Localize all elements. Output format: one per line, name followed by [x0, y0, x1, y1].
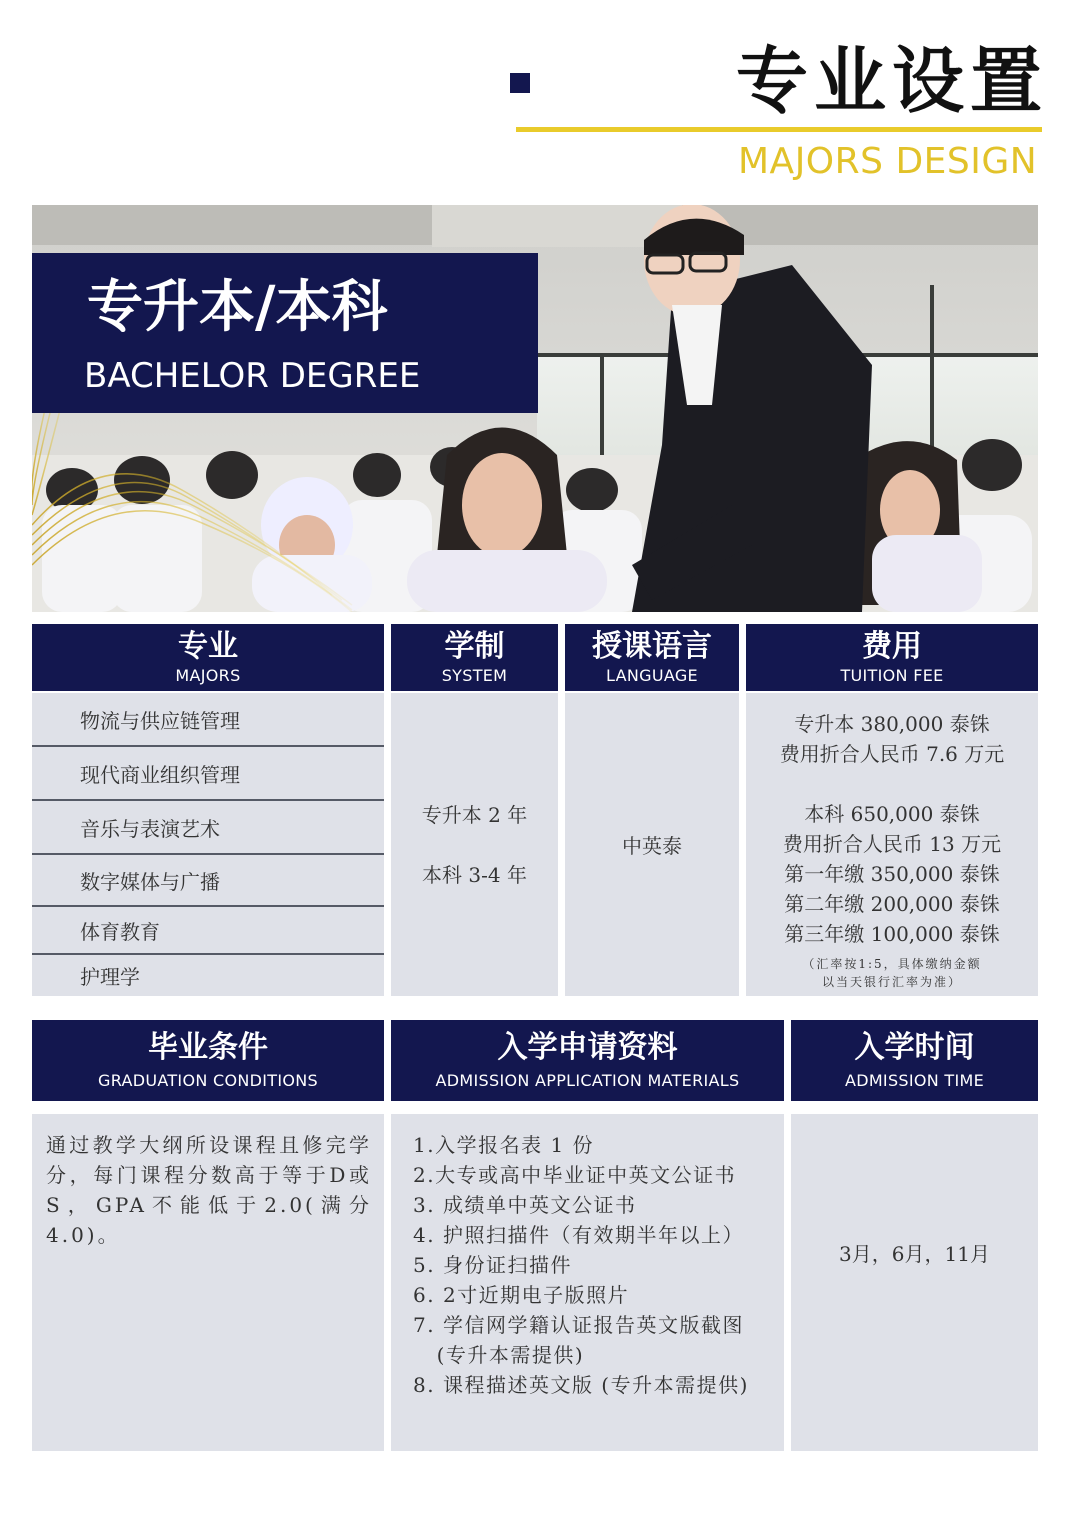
- banner-title-cn: 专升本/本科: [87, 274, 388, 340]
- bachelor-degree-banner: [32, 253, 538, 413]
- header-materials-en: ADMISSION APPLICATION MATERIALS: [435, 1071, 740, 1090]
- exchange-rate-note: （汇率按1:5，具体缴纳金额: [802, 957, 982, 971]
- fee-line: 第二年缴 200,000 泰铢: [784, 892, 1000, 916]
- fee-line: 专升本 380,000 泰铢: [794, 712, 990, 736]
- header-time-cn: 入学时间: [854, 1030, 975, 1065]
- header-materials-cn: 入学申请资料: [497, 1030, 678, 1065]
- major-row: 音乐与表演艺术: [32, 801, 384, 853]
- fee-line: 第三年缴 100,000 泰铢: [784, 922, 1000, 946]
- material-item: 1.入学报名表 1 份: [413, 1133, 595, 1157]
- language-value: 中英泰: [622, 834, 682, 858]
- header-language-cn: 授课语言: [592, 629, 712, 664]
- spacer: [746, 769, 1038, 799]
- page-title: 专业设置: [736, 38, 1049, 123]
- materials-cell: [391, 1114, 784, 1451]
- material-item: 7. 学信网学籍认证报告英文版截图: [413, 1313, 744, 1337]
- material-item: 6. 2寸近期电子版照片: [413, 1283, 630, 1307]
- header-fee-en: TUITION FEE: [840, 666, 944, 685]
- header-system-en: SYSTEM: [441, 666, 508, 685]
- major-row: 护理学: [32, 955, 384, 996]
- material-item: 2.大专或高中毕业证中英文公证书: [413, 1163, 737, 1187]
- major-row: 体育教育: [32, 907, 384, 953]
- header-square-mark: [510, 73, 530, 93]
- major-row: 物流与供应链管理: [32, 693, 384, 745]
- system-bachelor-upgrade: 专升本 2 年: [421, 802, 528, 827]
- header-tuition-fee: [746, 624, 1038, 691]
- header-fee-cn: 费用: [862, 629, 922, 664]
- major-row: 数字媒体与广播: [32, 855, 384, 905]
- material-item: 8. 课程描述英文版 (专升本需提供): [413, 1373, 749, 1397]
- header-graduation-cn: 毕业条件: [148, 1030, 268, 1065]
- graduation-cell: [32, 1114, 384, 1451]
- header-system-cn: 学制: [444, 629, 505, 664]
- graduation-text: 通过教学大纲所设课程且修完学分，每门课程分数高于等于D或S，GPA不能低于2.0(满分4.0)。: [46, 1133, 372, 1247]
- header-time-en: ADMISSION TIME: [844, 1071, 985, 1090]
- material-item: (专升本需提供): [413, 1343, 585, 1367]
- admission-time-value: 3月，6月，11月: [839, 1242, 990, 1266]
- header-underline: [516, 127, 1042, 132]
- material-item: 4. 护照扫描件（有效期半年以上）: [413, 1223, 744, 1247]
- language-cell: [565, 693, 739, 996]
- admission-time-cell: [791, 1114, 1038, 1451]
- fee-cell: [746, 693, 1038, 996]
- fee-line: 本科 650,000 泰铢: [804, 802, 980, 826]
- banner-title-en: BACHELOR DEGREE: [84, 356, 421, 396]
- header-graduation: [32, 1020, 384, 1101]
- fee-line: 费用折合人民币 13 万元: [782, 832, 1002, 856]
- header-majors: [32, 624, 384, 691]
- header-materials: [391, 1020, 784, 1101]
- header-majors-cn: 专业: [178, 629, 238, 664]
- header-majors-en: MAJORS: [175, 666, 241, 685]
- fee-line: 费用折合人民币 7.6 万元: [779, 742, 1005, 766]
- header-language-en: LANGUAGE: [606, 666, 698, 685]
- material-item: 5. 身份证扫描件: [413, 1253, 572, 1277]
- page-subtitle: MAJORS DESIGN: [738, 141, 1038, 182]
- major-row: 现代商业组织管理: [32, 747, 384, 799]
- material-item: 3. 成绩单中英文公证书: [413, 1193, 637, 1217]
- fee-line: 第一年缴 350,000 泰铢: [784, 862, 1000, 886]
- header-graduation-en: GRADUATION CONDITIONS: [98, 1071, 318, 1090]
- header-system: [391, 624, 558, 691]
- system-bachelor: 本科 3-4 年: [422, 862, 527, 887]
- exchange-rate-note: 以当天银行汇率为准）: [821, 975, 962, 989]
- header-admission-time: [791, 1020, 1038, 1101]
- header-language: [565, 624, 739, 691]
- system-cell: [391, 693, 558, 996]
